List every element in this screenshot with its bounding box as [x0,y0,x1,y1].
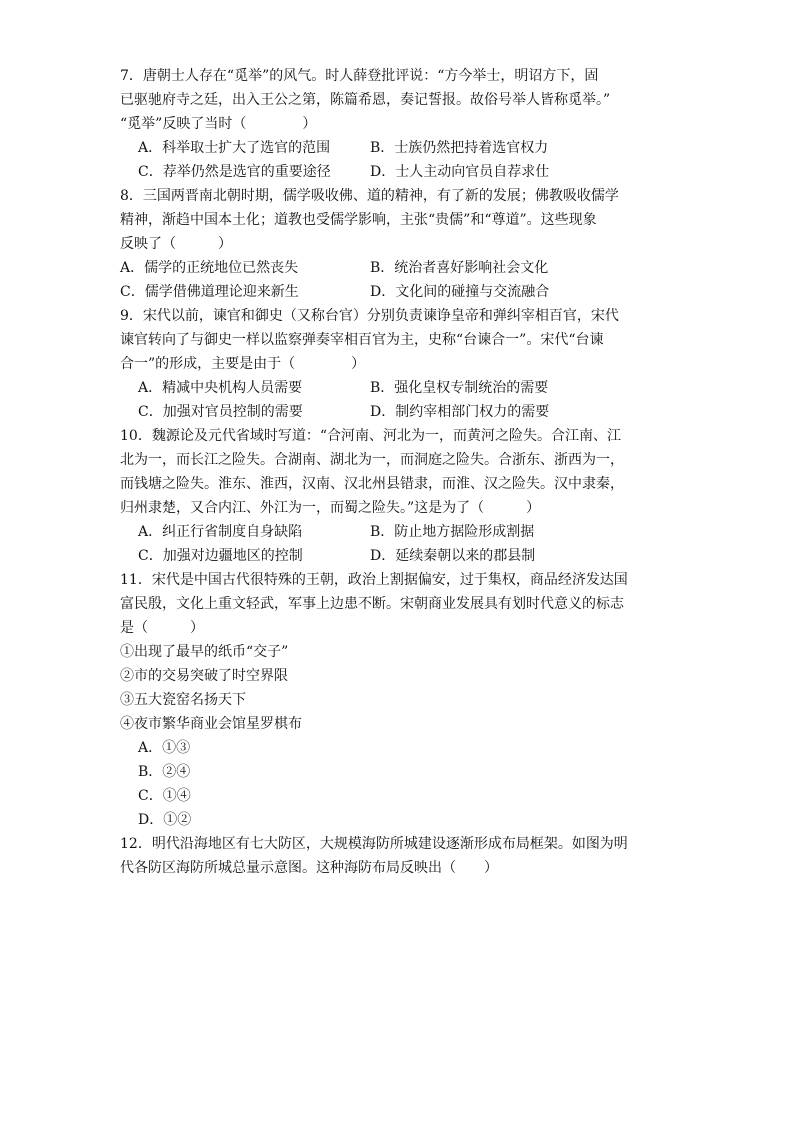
question-10-line-1: 10．魏源论及元代省域时写道：“合河南、河北为一，而黄河之险失。合江南、江 [120,428,621,444]
question-8 [120,184,680,304]
question-7-line-2: 已驱驰府寺之廷，出入王公之第，陈篇希恩，奏记誓报。故俗号举人皆称觅举。” [120,92,611,108]
question-11-line-2: 富民殷，文化上重文轻武，军事上边患不断。宋朝商业发展具有划时代意义的标志 [120,596,624,612]
option-d: D．延续秦朝以来的郡县制 [370,548,536,564]
option-a: A．精减中央机构人员需要 [138,380,303,396]
question-list [120,64,680,880]
question-7-options [120,136,680,184]
option-b: B．士族仍然把持着选官权力 [370,140,549,156]
question-10 [120,424,680,568]
question-10-options [120,520,680,568]
question-12-line-1: 12．明代沿海地区有七大防区，大规模海防所城建设逐渐形成布局框架。如图为明 [120,836,628,852]
option-c: C．儒学借佛道理论迎来新生 [120,284,299,300]
option-c: C．加强对边疆地区的控制 [138,548,303,564]
option-c: C．荐举仍然是选官的重要途径 [138,164,331,180]
question-9-options [120,376,680,424]
statement-1: ①出现了最早的纸币“交子” [120,644,289,660]
option-b: B．防止地方据险形成割据 [370,524,535,540]
question-8-options [120,256,680,304]
question-11 [120,568,680,832]
question-11-statements [120,640,680,736]
question-11-line-3: 是（ ） [120,620,204,636]
option-a: A．儒学的正统地位已然丧失 [120,260,299,276]
option-b: B．强化皇权专制统治的需要 [370,380,549,396]
question-9-line-1: 9．宋代以前，谏官和御史（又称台官）分别负责谏诤皇帝和弹纠宰相百官，宋代 [120,308,619,324]
question-11-options [120,736,680,832]
question-7-line-3: “觅举”反映了当时（ ） [120,116,317,132]
option-d: D．文化间的碰撞与交流融合 [370,284,550,300]
statement-3: ③五大瓷窑名扬天下 [120,692,246,708]
question-10-line-3: 而钱塘之险失。淮东、淮西，汉南、汉北州县错隶，而淮、汉之险失。汉中隶秦， [120,476,624,492]
question-12-line-2: 代各防区海防所城总量示意图。这种海防布局反映出（ ） [120,860,498,876]
question-8-line-1: 8．三国两晋南北朝时期，儒学吸收佛、道的精神，有了新的发展；佛教吸收儒学 [120,188,619,204]
option-a: A．纠正行省制度自身缺陷 [138,524,303,540]
question-7 [120,64,680,184]
question-8-line-2: 精神，渐趋中国本土化；道教也受儒学影响，主张“贵儒”和“尊道”。这些现象 [120,212,597,228]
question-11-line-1: 11．宋代是中国古代很特殊的王朝，政治上割据偏安，过于集权，商品经济发达国 [120,572,628,588]
option-d: D．①② [138,812,192,828]
option-c: C．①④ [138,788,191,804]
question-9 [120,304,680,424]
option-c: C．加强对官员控制的需要 [138,404,303,420]
option-a: A．①③ [138,740,191,756]
question-9-line-3: 合一”的形成，主要是由于（ ） [120,356,366,372]
option-b: B．统治者喜好影响社会文化 [370,260,549,276]
option-b: B．②④ [138,764,191,780]
question-10-line-4: 归州隶楚，又合内江、外江为一，而蜀之险失。”这是为了（ ） [120,500,541,516]
question-10-line-2: 北为一，而长江之险失。合湖南、湖北为一，而洞庭之险失。合浙东、浙西为一， [120,452,624,468]
question-9-line-2: 谏官转向了与御史一样以监察弹奏宰相百官为主，史称“台谏合一”。宋代“台谏 [120,332,604,348]
question-7-line-1: 7．唐朝士人存在“觅举”的风气。时人薛登批评说：“方今举士，明诏方下，固 [120,68,599,84]
statement-2: ②市的交易突破了时空界限 [120,668,288,684]
question-8-line-3: 反映了（ ） [120,236,232,252]
option-d: D．制约宰相部门权力的需要 [370,404,550,420]
option-a: A．科举取士扩大了选官的范围 [138,140,331,156]
statement-4: ④夜市繁华商业会馆星罗棋布 [120,716,302,732]
option-d: D．士人主动向官员自荐求仕 [370,164,550,180]
question-12 [120,832,680,880]
